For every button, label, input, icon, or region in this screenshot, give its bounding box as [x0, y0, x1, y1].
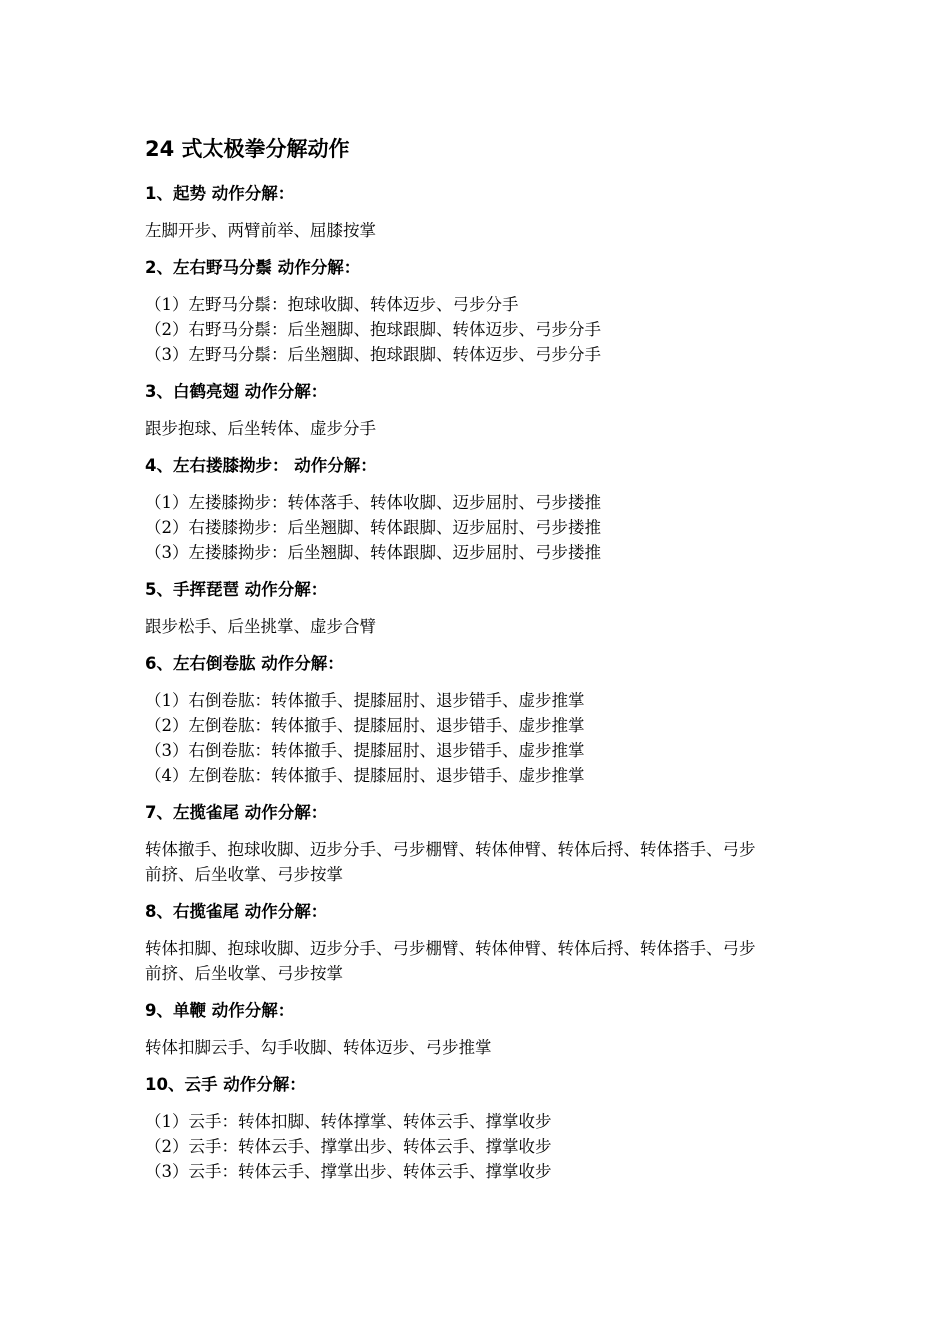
section-heading: 10、云手 动作分解： — [145, 1075, 306, 1094]
section-heading: 1、起势 动作分解： — [145, 184, 295, 203]
section-heading: 8、右揽雀尾 动作分解： — [145, 902, 328, 921]
section-6 — [145, 652, 815, 788]
section-heading: 2、左右野马分鬃 动作分解： — [145, 258, 361, 277]
section-2 — [145, 256, 815, 367]
section-body — [145, 936, 815, 986]
body-line: 转体扣脚、抱球收脚、迈步分手、弓步棚臂、转体伸臂、转体后捋、转体搭手、弓步 — [145, 939, 756, 958]
section-8 — [145, 900, 815, 986]
body-line: （2）右野马分鬃：后坐翘脚、抱球跟脚、转体迈步、弓步分手 — [145, 320, 601, 339]
body-line: （1）左搂膝拗步：转体落手、转体收脚、迈步屈肘、弓步搂推 — [145, 493, 601, 512]
section-heading: 7、左揽雀尾 动作分解： — [145, 803, 328, 822]
section-5 — [145, 578, 815, 639]
document-page — [145, 134, 815, 1197]
section-body — [145, 416, 815, 441]
body-line: （2）云手：转体云手、撑掌出步、转体云手、撑掌收步 — [145, 1137, 552, 1156]
body-line: 前挤、后坐收掌、弓步按掌 — [145, 964, 343, 983]
section-4 — [145, 454, 815, 565]
body-line: （4）左倒卷肱：转体撤手、提膝屈肘、退步错手、虚步推掌 — [145, 766, 585, 785]
body-line: 转体扣脚云手、勾手收脚、转体迈步、弓步推掌 — [145, 1038, 492, 1057]
body-line: 转体撤手、抱球收脚、迈步分手、弓步棚臂、转体伸臂、转体后捋、转体搭手、弓步 — [145, 840, 756, 859]
body-line: 左脚开步、两臂前举、屈膝按掌 — [145, 221, 376, 240]
section-heading: 9、单鞭 动作分解： — [145, 1001, 295, 1020]
body-line: （1）左野马分鬃：抱球收脚、转体迈步、弓步分手 — [145, 295, 519, 314]
section-10 — [145, 1073, 815, 1184]
section-body — [145, 614, 815, 639]
section-body — [145, 688, 815, 788]
body-line: 跟步抱球、后坐转体、虚步分手 — [145, 419, 376, 438]
body-line: （3）云手：转体云手、撑掌出步、转体云手、撑掌收步 — [145, 1162, 552, 1181]
section-heading: 5、手挥琵琶 动作分解： — [145, 580, 328, 599]
body-line: （3）左搂膝拗步：后坐翘脚、转体跟脚、迈步屈肘、弓步搂推 — [145, 543, 601, 562]
body-line: 前挤、后坐收掌、弓步按掌 — [145, 865, 343, 884]
section-heading: 4、左右搂膝拗步： 动作分解： — [145, 456, 377, 475]
body-line: （2）左倒卷肱：转体撤手、提膝屈肘、退步错手、虚步推掌 — [145, 716, 585, 735]
body-line: （1）右倒卷肱：转体撤手、提膝屈肘、退步错手、虚步推掌 — [145, 691, 585, 710]
section-body — [145, 218, 815, 243]
section-1 — [145, 182, 815, 243]
body-line: （1）云手：转体扣脚、转体撑掌、转体云手、撑掌收步 — [145, 1112, 552, 1131]
section-3 — [145, 380, 815, 441]
section-body — [145, 292, 815, 367]
section-heading: 6、左右倒卷肱 动作分解： — [145, 654, 344, 673]
section-heading: 3、白鹤亮翅 动作分解： — [145, 382, 328, 401]
section-body — [145, 1109, 815, 1184]
section-body — [145, 1035, 815, 1060]
body-line: （3）左野马分鬃：后坐翘脚、抱球跟脚、转体迈步、弓步分手 — [145, 345, 601, 364]
body-line: （2）右搂膝拗步：后坐翘脚、转体跟脚、迈步屈肘、弓步搂推 — [145, 518, 601, 537]
section-9 — [145, 999, 815, 1060]
section-body — [145, 837, 815, 887]
section-7 — [145, 801, 815, 887]
body-line: （3）右倒卷肱：转体撤手、提膝屈肘、退步错手、虚步推掌 — [145, 741, 585, 760]
section-body — [145, 490, 815, 565]
section-list — [145, 182, 815, 1184]
document-title: 24 式太极拳分解动作 — [145, 137, 350, 161]
body-line: 跟步松手、后坐挑掌、虚步合臂 — [145, 617, 376, 636]
